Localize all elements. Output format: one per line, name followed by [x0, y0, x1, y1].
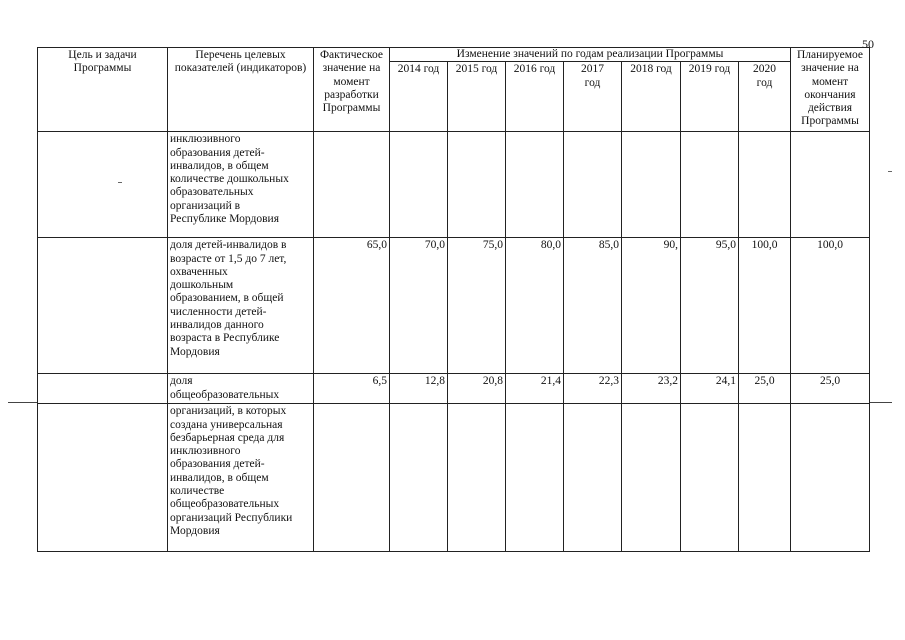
year-value-cell [564, 132, 622, 238]
year-value-cell [681, 404, 739, 552]
header-year-2014: 2014 год [390, 62, 448, 132]
table-header-row [38, 48, 870, 62]
planned-value-cell [791, 404, 870, 552]
header-year-2016: 2016 год [506, 62, 564, 132]
year-value-cell: 85,0 [564, 238, 622, 374]
indicator-cell: доля общеобразовательных [168, 374, 314, 404]
margin-mark [888, 171, 892, 172]
header-year-2019: 2019 год [681, 62, 739, 132]
goal-cell [38, 374, 168, 404]
table-row [38, 404, 870, 552]
header-planned-value: Планируемое значение на момент окончания действия Программы [791, 48, 870, 132]
year-value-cell [390, 404, 448, 552]
actual-value-cell [314, 404, 390, 552]
planned-value-cell: 25,0 [791, 374, 870, 404]
planned-value-cell: 100,0 [791, 238, 870, 374]
indicator-cell: доля детей-инвалидов в возрасте от 1,5 до 7 лет, охваченных дошкольным образованием, в общей численности детей- инвалидов данного возраста в Республике Мордовия [168, 238, 314, 374]
header-year-2015: 2015 год [448, 62, 506, 132]
year-value-cell: 23,2 [622, 374, 681, 404]
year-value-cell: 20,8 [448, 374, 506, 404]
year-value-cell [448, 132, 506, 238]
year-value-cell: 70,0 [390, 238, 448, 374]
year-value-cell: 95,0 [681, 238, 739, 374]
goal-cell [38, 238, 168, 374]
year-value-cell [681, 132, 739, 238]
goal-cell [38, 132, 168, 238]
year-value-cell [564, 404, 622, 552]
actual-value-cell: 6,5 [314, 374, 390, 404]
page-cut-line-left [8, 402, 38, 403]
year-value-cell: 80,0 [506, 238, 564, 374]
header-year-2017: 2017 год [564, 62, 622, 132]
actual-value-cell: 65,0 [314, 238, 390, 374]
indicator-cell: организаций, в которых создана универсальная безбарьерная среда для инклюзивного образования детей- инвалидов, в общем количестве общеобразовательных организаций Республики Мордовия [168, 404, 314, 552]
year-value-cell: 100,0 [739, 238, 791, 374]
header-year-2018: 2018 год [622, 62, 681, 132]
year-value-cell: 24,1 [681, 374, 739, 404]
year-value-cell [622, 404, 681, 552]
year-value-cell: 22,3 [564, 374, 622, 404]
year-value-cell: 25,0 [739, 374, 791, 404]
year-value-cell: 90, [622, 238, 681, 374]
year-value-cell: 75,0 [448, 238, 506, 374]
table-row [38, 132, 870, 238]
goal-cell [38, 404, 168, 552]
year-value-cell: 12,8 [390, 374, 448, 404]
page-cut-line-right [870, 402, 892, 403]
actual-value-cell [314, 132, 390, 238]
table-row [38, 374, 870, 404]
program-indicators-table [37, 47, 870, 552]
header-change-by-years: Изменение значений по годам реализации Программы [390, 48, 791, 62]
year-value-cell: 21,4 [506, 374, 564, 404]
year-value-cell [506, 404, 564, 552]
header-year-2020: 2020 год [739, 62, 791, 132]
year-value-cell [448, 404, 506, 552]
year-value-cell [739, 404, 791, 552]
year-value-cell [506, 132, 564, 238]
year-value-cell [390, 132, 448, 238]
planned-value-cell [791, 132, 870, 238]
year-value-cell [739, 132, 791, 238]
header-goals: Цель и задачи Программы [38, 48, 168, 132]
page-number: 50 [862, 37, 874, 51]
table-row [38, 238, 870, 374]
indicator-cell: инклюзивного образования детей- инвалидов, в общем количестве дошкольных образовательных организаций в Республике Мордовия [168, 132, 314, 238]
header-actual-value: Фактическое значение на момент разработки Программы [314, 48, 390, 132]
header-indicators: Перечень целевых показателей (индикаторов) [168, 48, 314, 132]
year-value-cell [622, 132, 681, 238]
